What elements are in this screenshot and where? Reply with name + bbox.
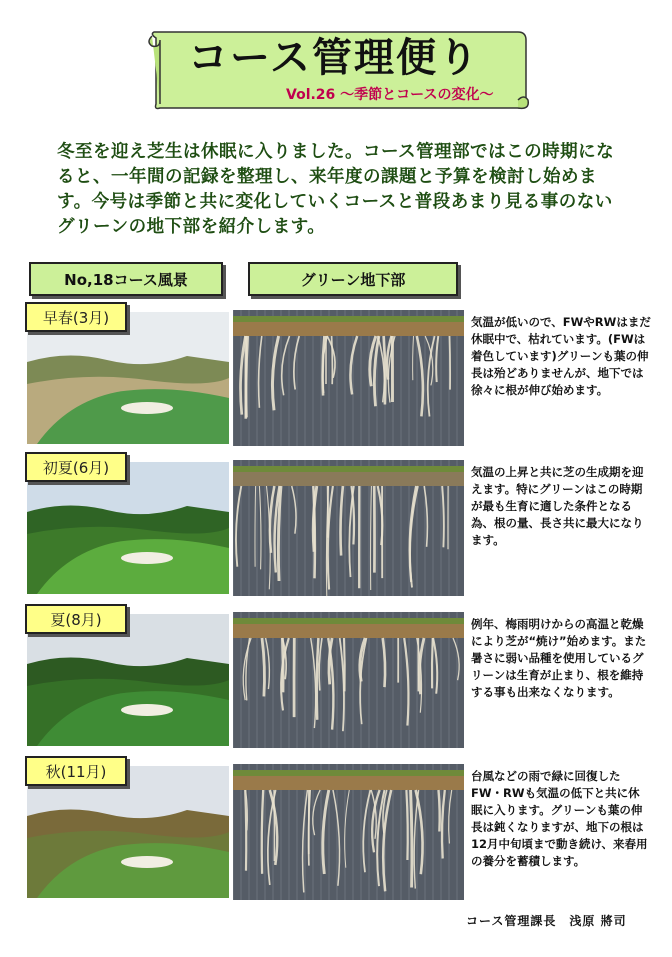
season-row (0, 604, 672, 754)
page-title: コース管理便り (188, 35, 480, 81)
season-row (0, 756, 672, 906)
intro-text: 冬至を迎え芝生は休眠に入りました。コース管理部ではこの時期になると、一年間の記録を整理し、来年度の課題と予算を検討し始めます。今号は季節と共に変化していくコースと普段あまり見る事のないグリーンの地下部を紹介します。 (57, 142, 615, 237)
green-underground-photo (233, 310, 464, 446)
underground-column-header: グリーン地下部 (248, 262, 458, 296)
green-underground-photo (233, 764, 464, 900)
green-underground-photo (233, 460, 464, 596)
season-row (0, 302, 672, 452)
landscape-column-header: No,18コース風景 (29, 262, 223, 296)
page-subtitle: Vol.26 ～季節とコースの変化～ (286, 87, 494, 103)
season-description: 気温が低いので、FWやRWはまだ休眠中で、枯れています。(FWは着色しています)グリーンも葉の伸長は殆どありませんが、地下では徐々に根が伸び始めます。 (471, 315, 651, 397)
season-description: 台風などの雨で緑に回復したFW・RWも気温の低下と共に休眠に入ります。グリーンも葉の伸長は鈍くなりますが、地下の根は12月中旬頃まで動き続け、来春用の養分を蓄積します。 (471, 769, 648, 868)
season-label: 秋(11月) (25, 756, 127, 786)
season-row (0, 452, 672, 602)
season-description: 気温の上昇と共に芝の生成期を迎えます。特にグリーンはこの時期が最も生育に適した条件となる為、根の量、長さ共に最大になります。 (471, 465, 644, 547)
season-label: 早春(3月) (25, 302, 127, 332)
season-description: 例年、梅雨明けからの高温と乾燥により芝が“焼け”始めます。また暑さに弱い品種を使用しているグリーンは生育が止まり、根を維持する事も出来なくなります。 (471, 617, 647, 699)
green-underground-photo (233, 612, 464, 748)
signature: コース管理課長 浅原 將司 (466, 914, 627, 928)
season-label: 初夏(6月) (25, 452, 127, 482)
title-banner (146, 30, 534, 112)
season-label: 夏(8月) (25, 604, 127, 634)
